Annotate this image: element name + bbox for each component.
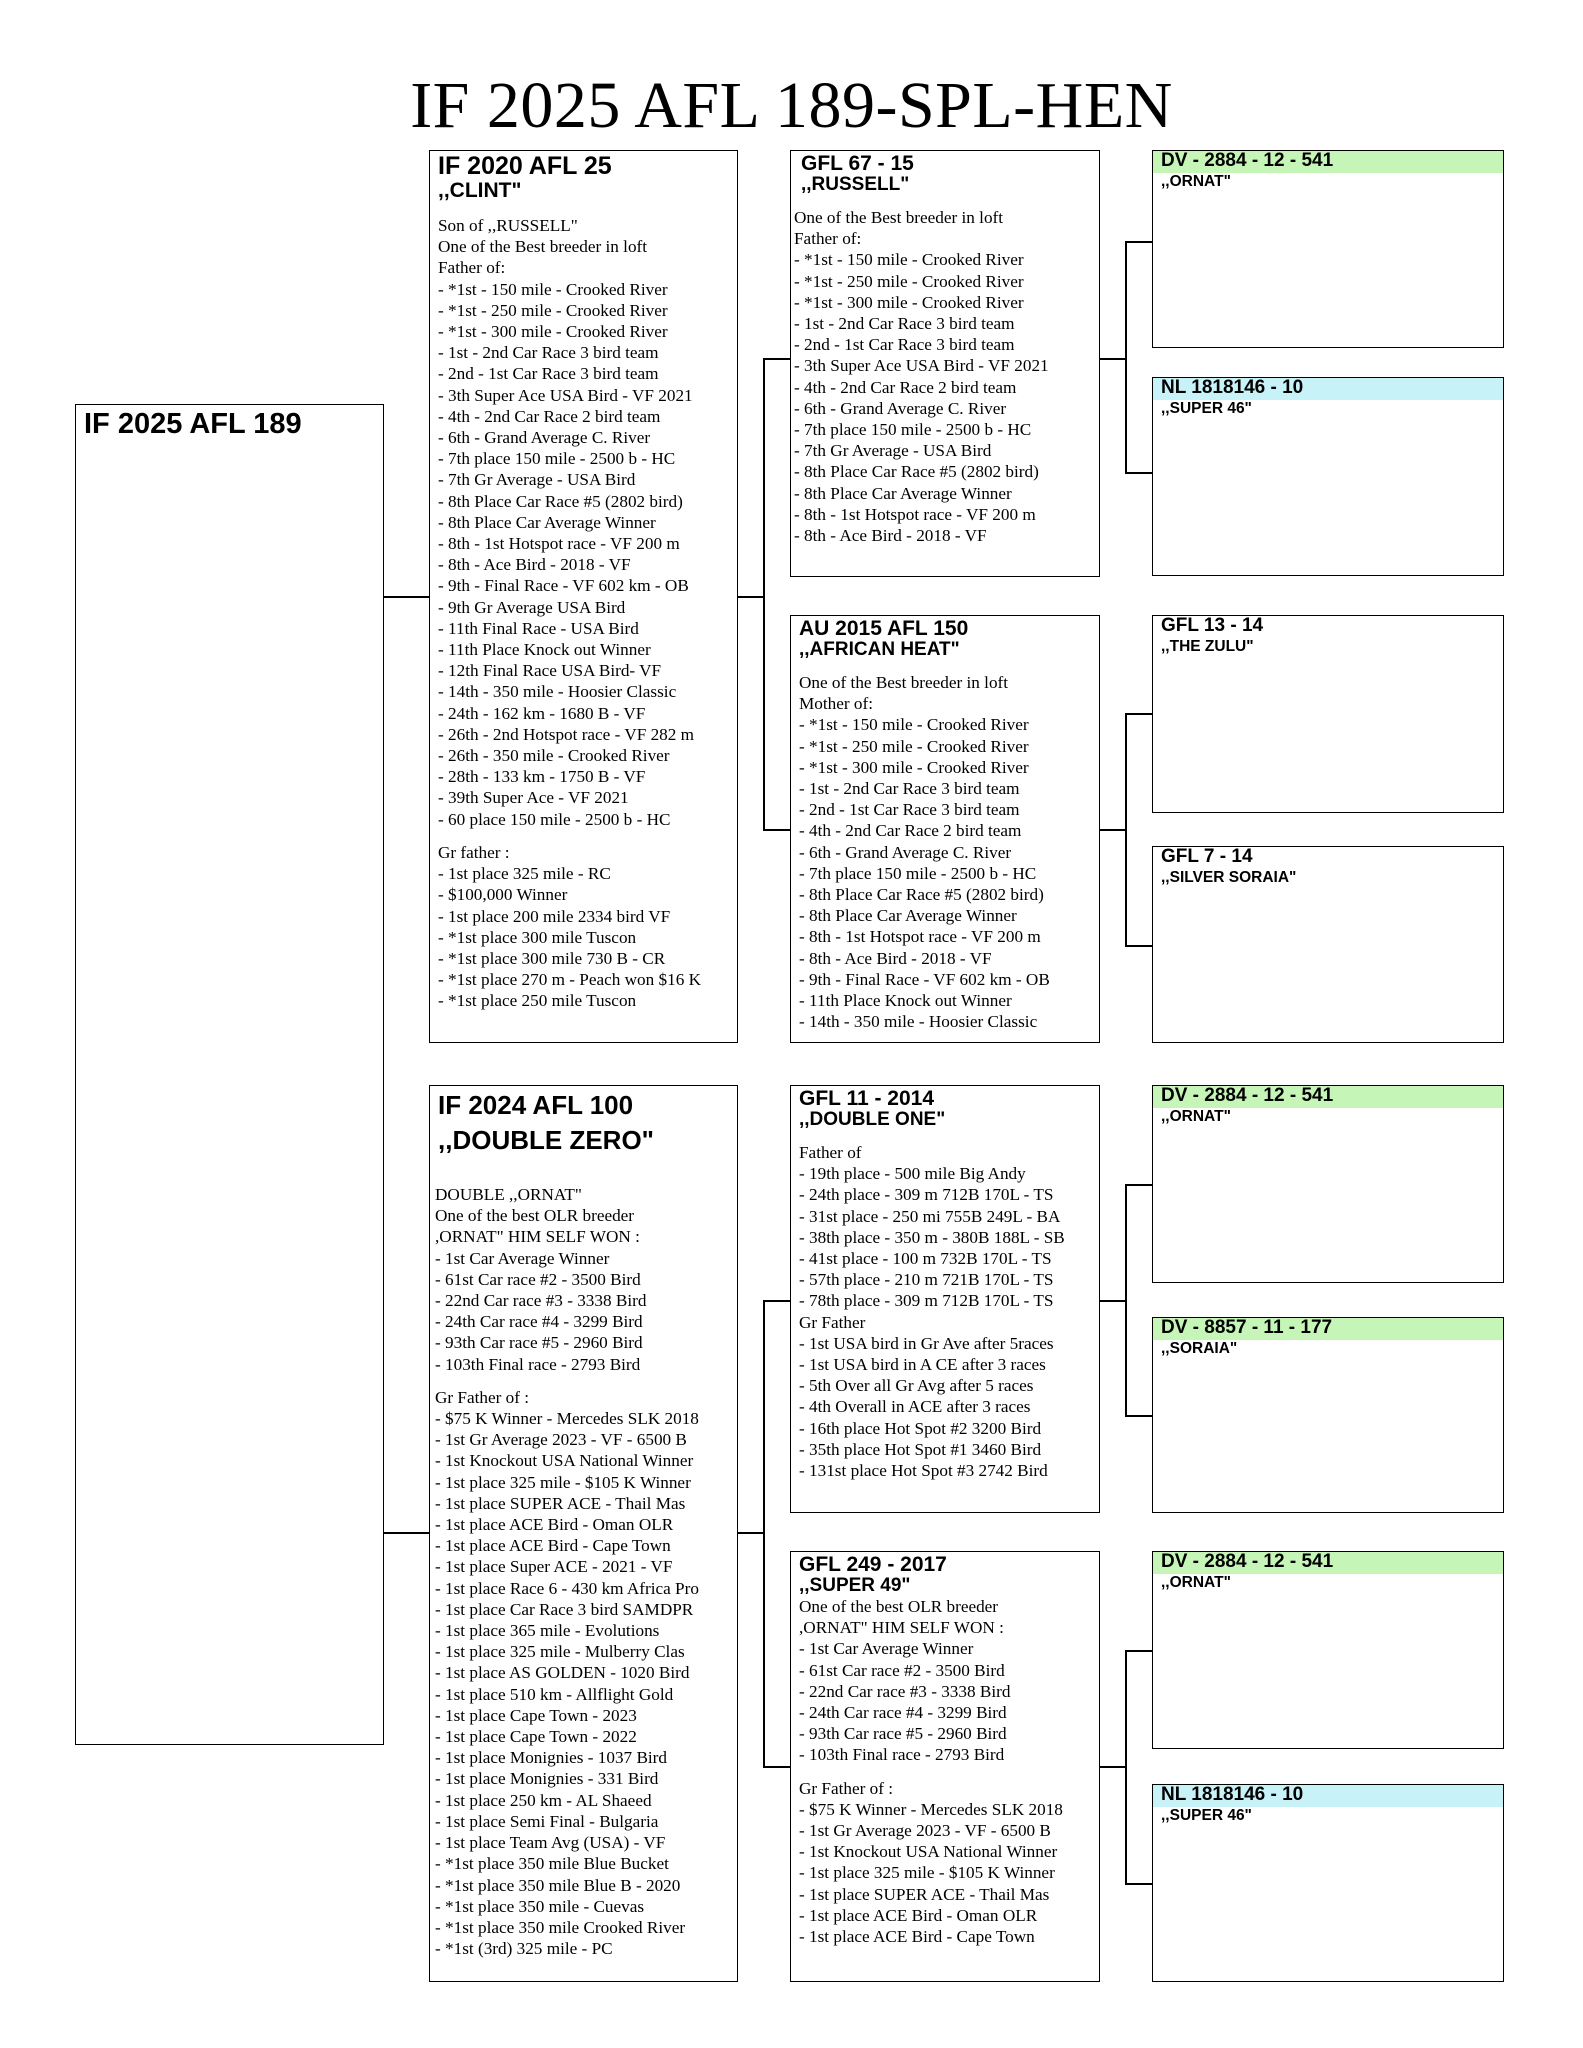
dd-results [799,1638,1091,1765]
dam-gf-results-line: - 1st Gr Average 2023 - VF - 6500 B [435,1430,687,1450]
gg-name-3: ,,THE ZULU" [1161,638,1254,655]
gg-name-7: ,,ORNAT" [1161,1574,1231,1591]
sd-results-line: - 14th - 350 mile - Hoosier Classic [799,1012,1038,1032]
sire-results-line: - 9th - Final Race - VF 602 km - OB [438,576,689,596]
dam-gf-results-line: - 1st place SUPER ACE - Thail Mas [435,1493,686,1513]
gg-box-8 [1152,1784,1504,1982]
dd-box [790,1551,1100,1982]
dd-intro [799,1596,1091,1638]
sd-results [799,714,1091,1032]
dd-intro-line: ,ORNAT" HIM SELF WON : [799,1618,1004,1638]
gg-name-8: ,,SUPER 46" [1161,1807,1252,1824]
dd-gf-results-line: - 1st place ACE Bird - Oman OLR [799,1905,1038,1925]
connector [1125,1184,1127,1416]
dd-results-line: - 61st Car race #2 - 3500 Bird [799,1660,1005,1680]
dd-results-line: - 24th Car race #4 - 3299 Bird [799,1703,1007,1723]
ds-results-line: - 38th place - 350 m - 380B 188L - SB [799,1227,1065,1247]
dam-gf-results-line: - 1st place ACE Bird - Oman OLR [435,1515,674,1535]
connector [763,358,790,360]
ds-results-line: - 57th place - 210 m 721B 170L - TS [799,1270,1054,1290]
ss-results-line: - 4th - 2nd Car Race 2 bird team [794,377,1017,397]
dam-intro-line: DOUBLE ,,ORNAT" [435,1185,582,1204]
connector [1125,241,1152,243]
sire-results-line: - 8th Place Car Average Winner [438,512,656,532]
ss-ring: GFL 67 - 15 [801,152,914,175]
gg-ring-7: DV - 2884 - 12 - 541 [1153,1552,1503,1574]
dam-results-line: - 61st Car race #2 - 3500 Bird [435,1269,641,1289]
dam-gf-label: Gr Father of : [435,1387,530,1407]
dam-gf-results-line: - 1st place ACE Bird - Cape Town [435,1536,671,1556]
sire-intro-line: Father of: [438,258,506,278]
connector [763,1300,790,1302]
gg-ring-3: GFL 13 - 14 [1161,615,1264,636]
dam-results-line: - 24th Car race #4 - 3299 Bird [435,1312,643,1332]
gg-ring-4: GFL 7 - 14 [1161,846,1253,867]
dd-results-line: - 103th Final race - 2793 Bird [799,1745,1005,1765]
connector [1125,713,1127,946]
sd-results-line: - 11th Place Knock out Winner [799,991,1012,1011]
connector [763,829,790,831]
ss-results-line: - 8th Place Car Race #5 (2802 bird) [794,462,1039,482]
ds-intro [799,1142,1091,1163]
dam-gf-results-line: - 1st place Race 6 - 430 km Africa Pro [435,1578,699,1598]
subject-ring: IF 2025 AFL 189 [84,408,302,440]
dam-box [429,1085,738,1982]
sire-results-line: - 8th - Ace Bird - 2018 - VF [438,555,631,575]
ds-results-line: - 24th place - 309 m 712B 170L - TS [799,1185,1054,1205]
ss-results-line: - *1st - 250 mile - Crooked River [794,271,1024,291]
dd-gf-label: Gr Father of : [799,1778,894,1798]
sire-results [438,279,729,830]
sire-gf-results [438,863,729,1011]
sire-results-line: - 4th - 2nd Car Race 2 bird team [438,406,661,426]
ds-intro-line: Father of [799,1143,862,1162]
dd-ring: GFL 249 - 2017 [799,1553,947,1576]
sire-gf-results-line: - *1st place 250 mile Tuscon [438,991,637,1011]
connector [1125,472,1152,474]
sd-ring: AU 2015 AFL 150 [799,617,969,640]
sd-results-line: - 8th - 1st Hotspot race - VF 200 m [799,927,1041,947]
ss-results-line: - 6th - Grand Average C. River [794,398,1007,418]
gg-box-6 [1152,1317,1504,1513]
dam-gf-results-line: - 1st place Monignies - 1037 Bird [435,1748,667,1768]
connector [1125,1415,1152,1417]
sd-name: ,,AFRICAN HEAT" [799,639,960,660]
connector [1125,1883,1152,1885]
ss-results-line: - 7th Gr Average - USA Bird [794,441,992,461]
gg-box-3 [1152,615,1504,813]
ds-results [799,1163,1091,1311]
sire-results-line: - 39th Super Ace - VF 2021 [438,788,629,808]
ds-name: ,,DOUBLE ONE" [799,1109,946,1130]
sire-results-line: - *1st - 300 mile - Crooked River [438,322,668,342]
dam-gf-results-line: - 1st place Super ACE - 2021 - VF [435,1557,673,1577]
ss-results-line: - 8th Place Car Average Winner [794,483,1012,503]
ds-results-line: - 78th place - 309 m 712B 170L - TS [799,1291,1054,1311]
dam-results-line: - 1st Car Average Winner [435,1248,610,1268]
ds-gf-results-line: - 1st USA bird in A CE after 3 races [799,1355,1046,1375]
sire-gf-results-line: - 1st place 325 mile - RC [438,864,611,884]
ss-results-line: - 7th place 150 mile - 2500 b - HC [794,420,1032,440]
sire-results-line: - 1st - 2nd Car Race 3 bird team [438,343,659,363]
dam-intro-line: One of the best OLR breeder [435,1206,635,1226]
sire-results-line: - 6th - Grand Average C. River [438,428,651,448]
connector [1100,1300,1126,1302]
gg-ring-5: DV - 2884 - 12 - 541 [1153,1086,1503,1108]
ds-results-line: - 31st place - 250 mi 755B 249L - BA [799,1206,1061,1226]
dd-gf-results-line: - 1st place ACE Bird - Cape Town [799,1927,1035,1947]
ds-results-line: - 41st place - 100 m 732B 170L - TS [799,1249,1052,1269]
ds-gf-results-line: - 5th Over all Gr Avg after 5 races [799,1376,1034,1396]
ss-results-line: - 8th - Ace Bird - 2018 - VF [794,526,987,546]
connector [738,1532,764,1534]
dd-results-line: - 1st Car Average Winner [799,1639,974,1659]
sire-results-line: - 12th Final Race USA Bird- VF [438,661,662,681]
sire-intro-line: Son of ,,RUSSELL" [438,216,578,235]
sire-results-line: - 60 place 150 mile - 2500 b - HC [438,809,671,829]
sd-results-line: - *1st - 250 mile - Crooked River [799,736,1029,756]
sire-name: ,,CLINT" [438,179,522,202]
sire-results-line: - 2nd - 1st Car Race 3 bird team [438,364,659,384]
ds-gf-results-line: - 131st place Hot Spot #3 2742 Bird [799,1461,1048,1481]
ds-gf-results [799,1333,1091,1481]
sd-results-line: - 7th place 150 mile - 2500 b - HC [799,863,1037,883]
ss-results-line: - 2nd - 1st Car Race 3 bird team [794,335,1015,355]
dam-gf-results-line: - 1st place 365 mile - Evolutions [435,1621,660,1641]
connector [763,1766,790,1768]
ss-results-line: - *1st - 300 mile - Crooked River [794,292,1024,312]
dd-gf-results-line: - $75 K Winner - Mercedes SLK 2018 [799,1799,1063,1819]
sire-box [429,150,738,1043]
ss-box [790,150,1100,577]
gg-box-5 [1152,1085,1504,1283]
dd-name: ,,SUPER 49" [799,1575,911,1596]
page-title: IF 2025 AFL 189-SPL-HEN [410,69,1173,142]
sd-results-line: - 4th - 2nd Car Race 2 bird team [799,821,1022,841]
dam-ring: IF 2024 AFL 100 [438,1090,634,1120]
connector [738,596,764,598]
dd-intro-line: One of the best OLR breeder [799,1597,999,1616]
dd-gf-results-line: - 1st Gr Average 2023 - VF - 6500 B [799,1821,1051,1841]
dam-gf-results-line: - 1st place Car Race 3 bird SAMDPR [435,1599,694,1619]
subject-box [75,404,384,1745]
connector [1100,1766,1126,1768]
ss-results-line: - 3th Super Ace USA Bird - VF 2021 [794,356,1049,376]
sire-results-line: - 28th - 133 km - 1750 B - VF [438,767,646,787]
dd-gf-results-line: - 1st Knockout USA National Winner [799,1842,1058,1862]
sire-results-line: - 8th Place Car Race #5 (2802 bird) [438,491,683,511]
sd-results-line: - 9th - Final Race - VF 602 km - OB [799,969,1050,989]
gg-name-1: ,,ORNAT" [1161,173,1231,190]
sd-box [790,615,1100,1043]
sire-results-line: - *1st - 150 mile - Crooked River [438,279,668,299]
dam-gf-results-line: - 1st place Cape Town - 2022 [435,1727,637,1747]
ds-results-line: - 19th place - 500 mile Big Andy [799,1164,1026,1184]
gg-box-2 [1152,377,1504,576]
dam-gf-results-line: - *1st place 350 mile - Cuevas [435,1896,645,1916]
ss-intro [794,207,1096,249]
sd-results-line: - 2nd - 1st Car Race 3 bird team [799,800,1020,820]
dam-name: ,,DOUBLE ZERO" [438,1125,654,1155]
sd-results-line: - 6th - Grand Average C. River [799,842,1012,862]
sire-gf-results-line: - $100,000 Winner [438,885,568,905]
sire-results-line: - 7th place 150 mile - 2500 b - HC [438,449,676,469]
dam-results [435,1248,732,1375]
gg-box-4 [1152,846,1504,1043]
dam-gf-results-line: - *1st place 350 mile Blue B - 2020 [435,1875,681,1895]
dam-gf-results-line: - 1st place 325 mile - Mulberry Clas [435,1642,685,1662]
gg-ring-6: DV - 8857 - 11 - 177 [1153,1318,1503,1340]
sire-results-line: - 8th - 1st Hotspot race - VF 200 m [438,534,680,554]
sire-ring: IF 2020 AFL 25 [438,152,612,180]
gg-name-6: ,,SORAIA" [1161,1340,1238,1357]
connector [763,1300,765,1767]
sire-intro [438,215,729,279]
sire-results-line: - *1st - 250 mile - Crooked River [438,300,668,320]
dam-gf-results-line: - 1st place 510 km - Allflight Gold [435,1684,674,1704]
gg-name-2: ,,SUPER 46" [1161,400,1252,417]
dam-gf-results [435,1408,732,1959]
ds-gf-results-line: - 4th Overall in ACE after 3 races [799,1397,1031,1417]
dam-intro-line: ,ORNAT" HIM SELF WON : [435,1227,640,1247]
ss-results [794,249,1096,546]
dd-results-line: - 93th Car race #5 - 2960 Bird [799,1724,1007,1744]
dam-gf-results-line: - 1st place AS GOLDEN - 1020 Bird [435,1663,690,1683]
connector [1125,1184,1152,1186]
sire-intro-line: One of the Best breeder in loft [438,237,648,257]
sire-results-line: - 7th Gr Average - USA Bird [438,470,636,490]
connector [384,596,429,598]
connector [1125,713,1152,715]
sd-results-line: - *1st - 150 mile - Crooked River [799,715,1029,735]
gg-box-7 [1152,1551,1504,1749]
dam-gf-results-line: - 1st place 325 mile - $105 K Winner [435,1472,691,1492]
ss-name: ,,RUSSELL" [801,174,910,195]
sd-intro-line: Mother of: [799,694,873,714]
ds-box [790,1085,1100,1513]
ds-ring: GFL 11 - 2014 [799,1087,935,1110]
sire-results-line: - 14th - 350 mile - Hoosier Classic [438,682,677,702]
dd-results-line: - 22nd Car race #3 - 3338 Bird [799,1681,1011,1701]
sire-gf-results-line: - *1st place 300 mile 730 B - CR [438,948,666,968]
dam-results-line: - 93th Car race #5 - 2960 Bird [435,1333,643,1353]
dam-gf-results-line: - 1st Knockout USA National Winner [435,1451,694,1471]
dam-gf-results-line: - 1st place 250 km - AL Shaeed [435,1790,652,1810]
dam-gf-results-line: - *1st place 350 mile Crooked River [435,1917,686,1937]
sire-results-line: - 9th Gr Average USA Bird [438,597,626,617]
ds-gf-results-line: - 16th place Hot Spot #2 3200 Bird [799,1418,1042,1438]
sire-gf-results-line: - *1st place 300 mile Tuscon [438,927,637,947]
gg-name-4: ,,SILVER SORAIA" [1161,869,1297,886]
connector [1125,945,1152,947]
ss-results-line: - *1st - 150 mile - Crooked River [794,250,1024,270]
dam-results-line: - 103th Final race - 2793 Bird [435,1354,641,1374]
sd-results-line: - *1st - 300 mile - Crooked River [799,757,1029,777]
dd-gf-results-line: - 1st place 325 mile - $105 K Winner [799,1863,1055,1883]
connector [1100,358,1126,360]
dam-intro [435,1184,732,1248]
dam-gf-results-line: - *1st (3rd) 325 mile - PC [435,1939,613,1959]
ds-gf-results-line: - 1st USA bird in Gr Ave after 5races [799,1333,1054,1353]
gg-ring-1: DV - 2884 - 12 - 541 [1153,151,1503,173]
connector [384,1532,429,1534]
dam-gf-results-line: - 1st place Team Avg (USA) - VF [435,1833,666,1853]
gg-ring-2: NL 1818146 - 10 [1153,378,1503,400]
sire-results-line: - 11th Final Race - USA Bird [438,618,639,638]
sd-results-line: - 8th Place Car Average Winner [799,906,1017,926]
dam-gf-results-line: - 1st place Monignies - 331 Bird [435,1769,659,1789]
ss-intro-line: One of the Best breeder in loft [794,208,1004,227]
gg-name-5: ,,ORNAT" [1161,1108,1231,1125]
dd-gf-results-line: - 1st place SUPER ACE - Thail Mas [799,1884,1050,1904]
ss-intro-line: Father of: [794,229,862,249]
sire-results-line: - 26th - 350 mile - Crooked River [438,746,670,766]
gg-box-1 [1152,150,1504,348]
connector [1100,829,1126,831]
connector [1125,241,1127,473]
ss-results-line: - 1st - 2nd Car Race 3 bird team [794,314,1015,334]
connector [1125,1650,1127,1884]
dam-results-line: - 22nd Car race #3 - 3338 Bird [435,1291,647,1311]
sire-results-line: - 26th - 2nd Hotspot race - VF 282 m [438,724,695,744]
sd-results-line: - 8th Place Car Race #5 (2802 bird) [799,885,1044,905]
sire-gf-results-line: - *1st place 270 m - Peach won $16 K [438,970,702,990]
sd-intro-line: One of the Best breeder in loft [799,673,1009,692]
sire-results-line: - 11th Place Knock out Winner [438,640,651,660]
gg-ring-8: NL 1818146 - 10 [1153,1785,1503,1807]
ds-gf-label: Gr Father [799,1312,866,1332]
sd-results-line: - 8th - Ace Bird - 2018 - VF [799,948,992,968]
sire-gf-label: Gr father : [438,842,510,862]
dam-gf-results-line: - $75 K Winner - Mercedes SLK 2018 [435,1409,699,1429]
sire-gf-results-line: - 1st place 200 mile 2334 bird VF [438,906,671,926]
ds-gf-results-line: - 35th place Hot Spot #1 3460 Bird [799,1439,1042,1459]
dam-gf-results-line: - 1st place Semi Final - Bulgaria [435,1811,659,1831]
sd-intro [799,672,1091,714]
dam-gf-results-line: - 1st place Cape Town - 2023 [435,1705,637,1725]
sire-results-line: - 24th - 162 km - 1680 B - VF [438,703,646,723]
sire-results-line: - 3th Super Ace USA Bird - VF 2021 [438,385,693,405]
dam-gf-results-line: - *1st place 350 mile Blue Bucket [435,1854,669,1874]
sd-results-line: - 1st - 2nd Car Race 3 bird team [799,779,1020,799]
dd-gf-results [799,1799,1091,1947]
connector [763,358,765,830]
connector [1125,1650,1152,1652]
ss-results-line: - 8th - 1st Hotspot race - VF 200 m [794,504,1036,524]
